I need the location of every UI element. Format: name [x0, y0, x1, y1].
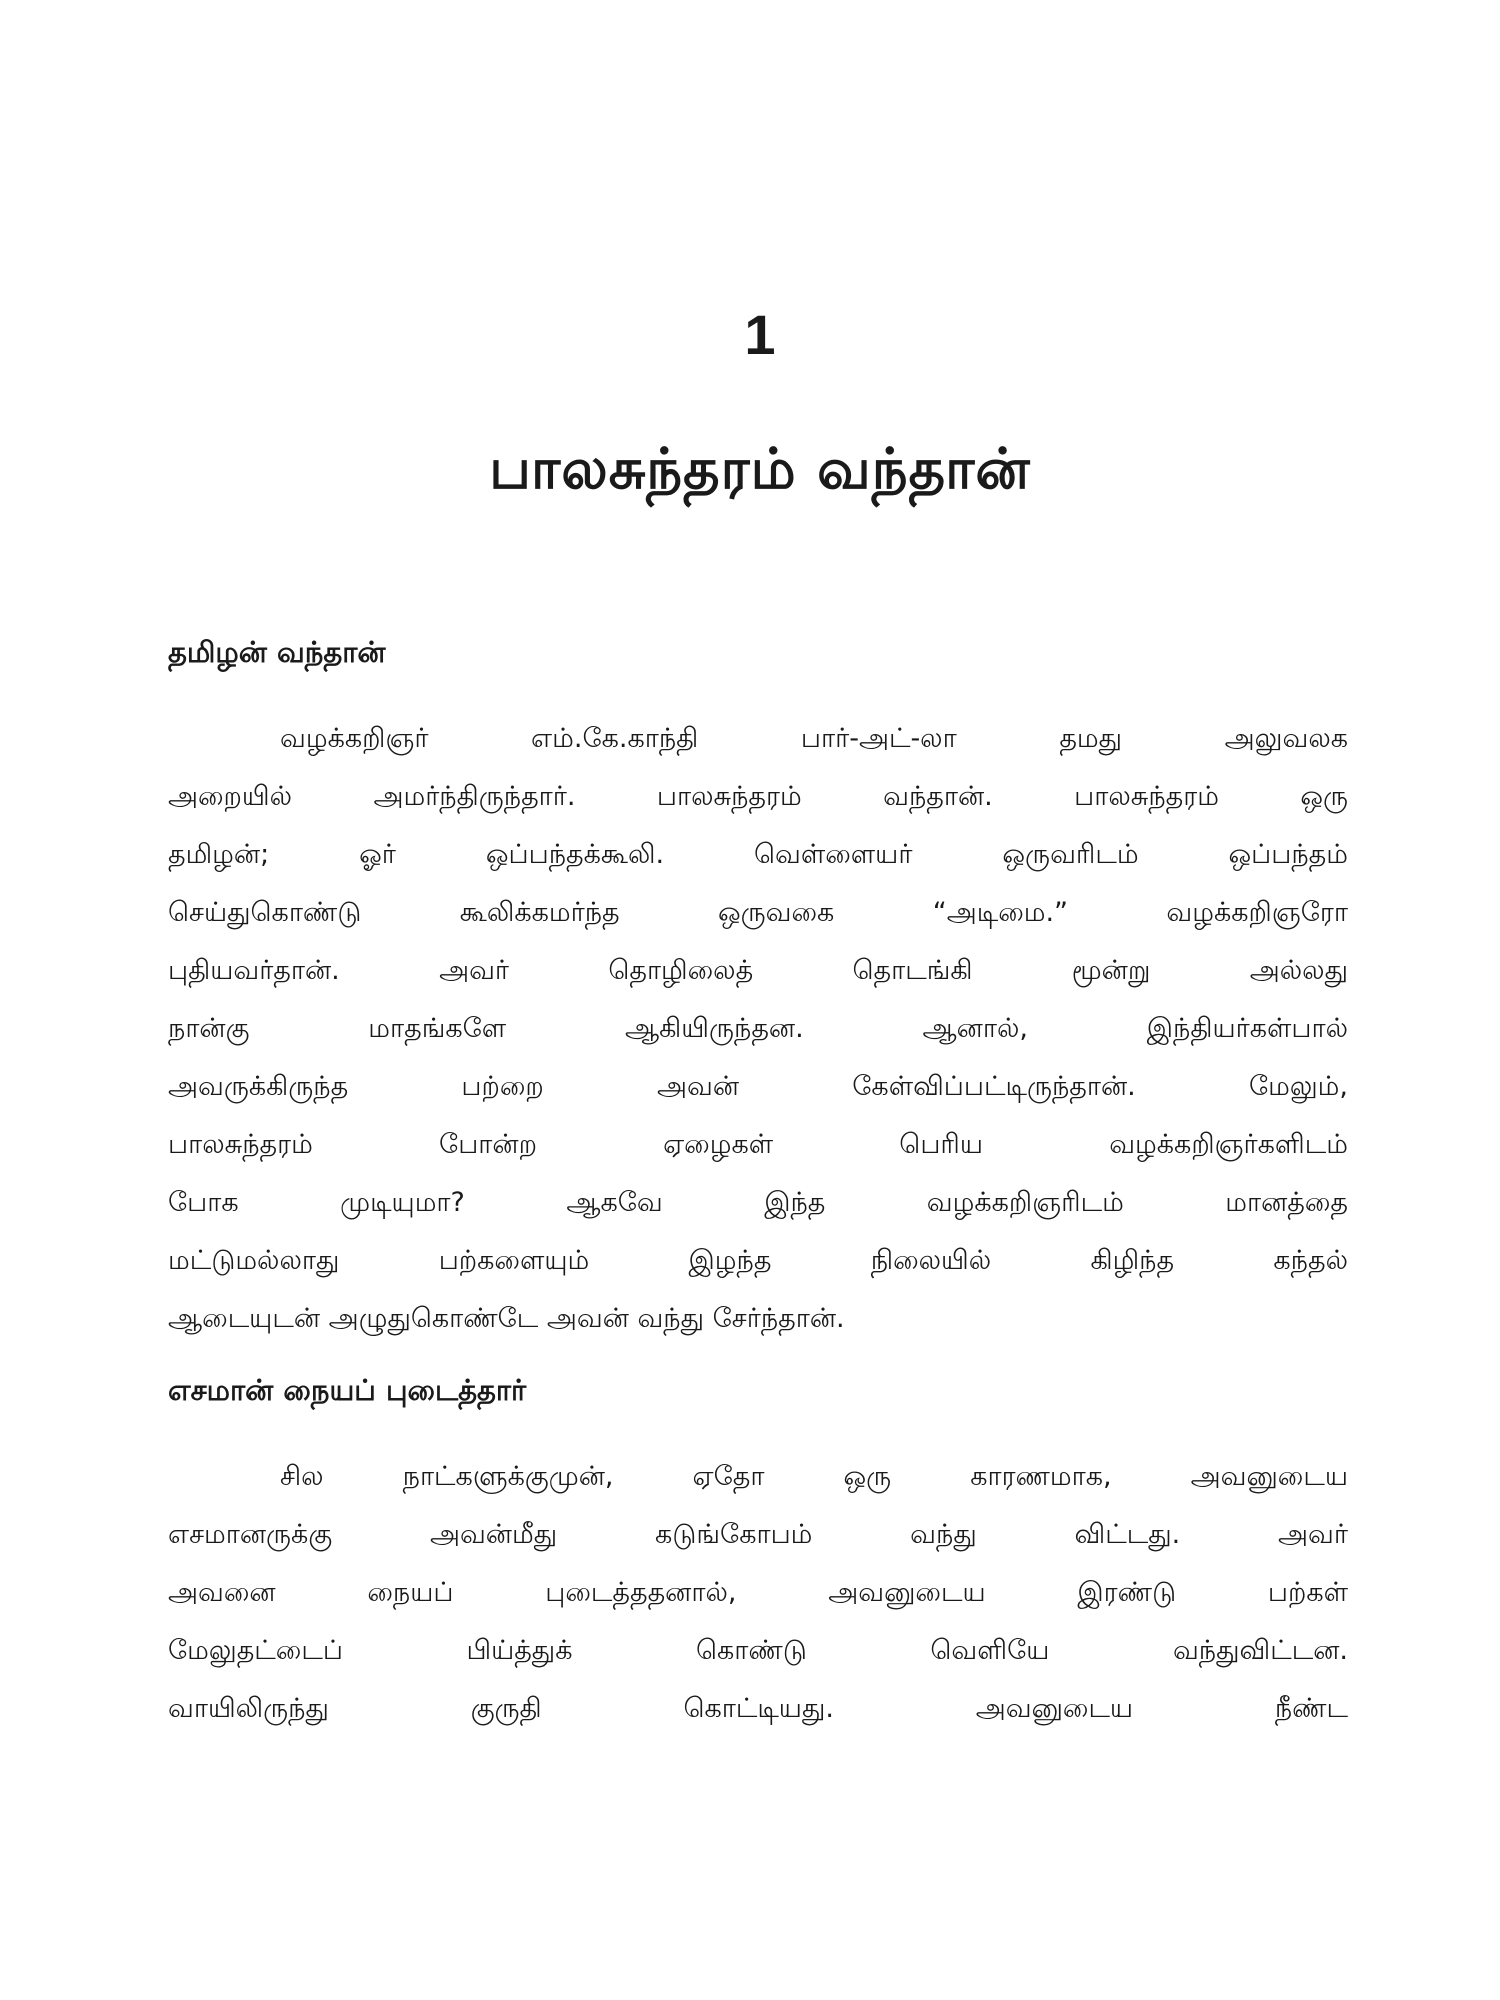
- paragraph-line: செய்துகொண்டு கூலிக்கமர்ந்த ஒருவகை “அடிமை.” வழக்கறிஞரோ: [168, 897, 1348, 928]
- paragraph-line: போக முடியுமா? ஆகவே இந்த வழக்கறிஞரிடம் மானத்தை: [168, 1187, 1348, 1218]
- paragraph: [168, 710, 1348, 1348]
- paragraph-line: எசமானருக்கு அவன்மீது கடுங்கோபம் வந்து விட்டது. அவர்: [168, 1519, 1348, 1550]
- paragraph-line: தமிழன்; ஓர் ஒப்பந்தக்கூலி. வெள்ளையர் ஒருவரிடம் ஒப்பந்தம்: [168, 839, 1348, 870]
- paragraph: [168, 1448, 1348, 1738]
- paragraph-line: பாலசுந்தரம் போன்ற ஏழைகள் பெரிய வழக்கறிஞர்களிடம்: [168, 1129, 1348, 1160]
- section-heading: தமிழன் வந்தான்: [168, 635, 386, 669]
- paragraph-line: சில நாட்களுக்குமுன், ஏதோ ஒரு காரணமாக, அவனுடைய: [280, 1461, 1348, 1492]
- paragraph-line: அவனை நையப் புடைத்ததனால், அவனுடைய இரண்டு பற்கள்: [168, 1577, 1348, 1608]
- paragraph-line: அறையில் அமர்ந்திருந்தார். பாலசுந்தரம் வந்தான். பாலசுந்தரம் ஒரு: [168, 781, 1348, 812]
- paragraph-line: வழக்கறிஞர் எம்.கே.காந்தி பார்-அட்-லா தமது அலுவலக: [280, 723, 1348, 754]
- paragraph-line: ஆடையுடன் அழுதுகொண்டே அவன் வந்து சேர்ந்தான்.: [168, 1303, 845, 1334]
- paragraph-line: நான்கு மாதங்களே ஆகியிருந்தன. ஆனால், இந்தியர்கள்பால்: [168, 1013, 1348, 1044]
- chapter-title: பாலசுந்தரம் வந்தான்: [489, 437, 1031, 502]
- paragraph-line: மட்டுமல்லாது பற்களையும் இழந்த நிலையில் கிழிந்த கந்தல்: [168, 1245, 1348, 1276]
- paragraph-line: அவருக்கிருந்த பற்றை அவன் கேள்விப்பட்டிருந்தான். மேலும்,: [168, 1071, 1348, 1102]
- paragraph-line: மேலுதட்டைப் பிய்த்துக் கொண்டு வெளியே வந்துவிட்டன.: [168, 1635, 1348, 1666]
- chapter-number: 1: [744, 303, 776, 366]
- paragraph-line: வாயிலிருந்து குருதி கொட்டியது. அவனுடைய நீண்ட: [168, 1693, 1348, 1724]
- paragraph-line: புதியவர்தான். அவர் தொழிலைத் தொடங்கி மூன்று அல்லது: [168, 955, 1348, 986]
- section-heading: எசமான் நையப் புடைத்தார்: [168, 1373, 527, 1407]
